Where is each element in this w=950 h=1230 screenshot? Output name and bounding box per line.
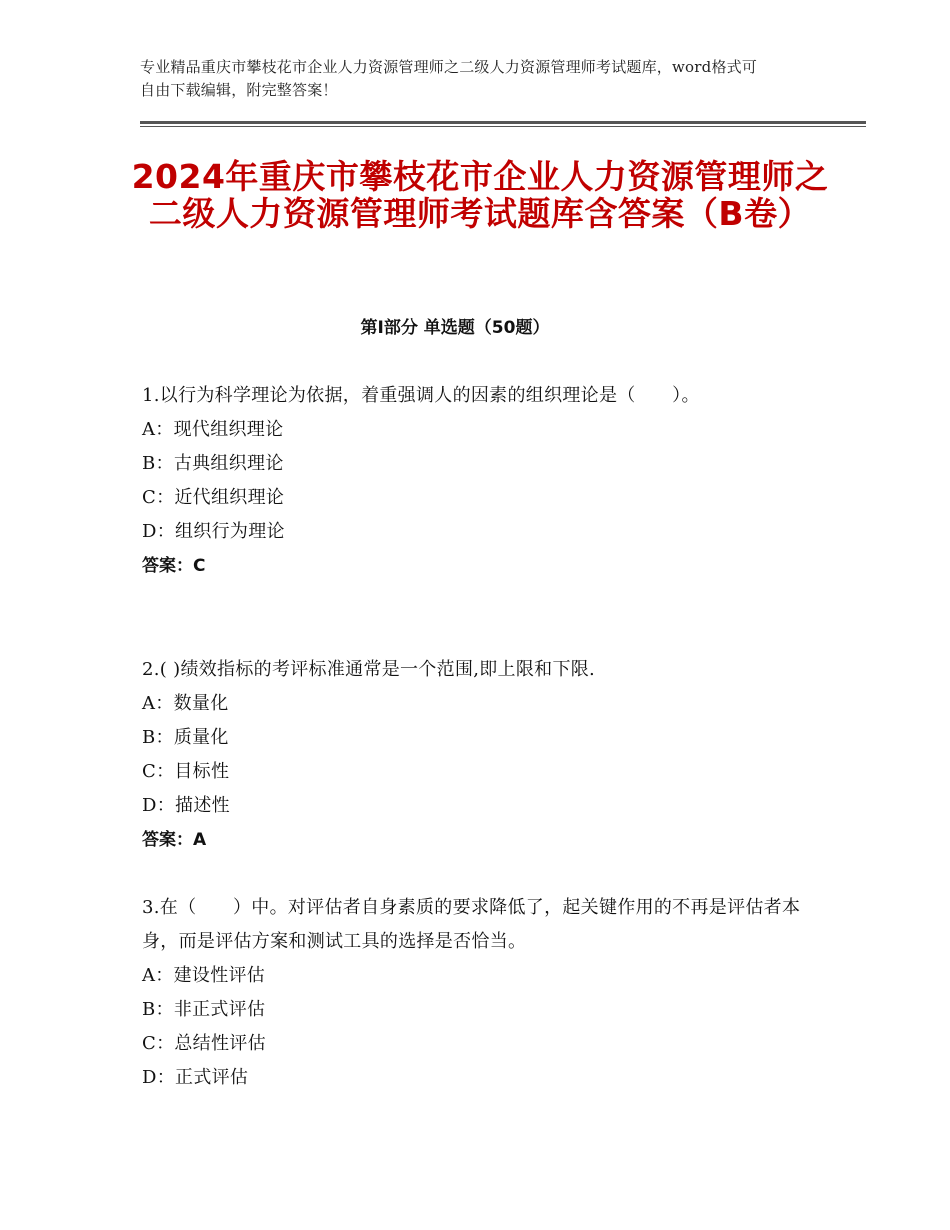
section-heading: 第Ⅰ部分 单选题（50题） (360, 318, 550, 338)
option-c: C：目标性 (142, 761, 230, 782)
option-b: B：古典组织理论 (142, 453, 284, 474)
option-c: C：近代组织理论 (142, 487, 285, 508)
header-divider-thin (140, 126, 866, 127)
answer: 答案：A (142, 830, 207, 850)
question-stem: 2.( )绩效指标的考评标准通常是一个范围,即上限和下限. (142, 659, 596, 680)
document-title: 2024年重庆市攀枝花市企业人力资源管理师之二级人力资源管理师考试题库含答案（B卷） (131, 157, 829, 233)
option-a: A：现代组织理论 (142, 419, 284, 440)
question-3 (142, 891, 802, 1095)
header-note: 专业精品重庆市攀枝花市企业人力资源管理师之二级人力资源管理师考试题库，word格式可自由下载编辑，附完整答案！ (140, 58, 758, 99)
header-divider (140, 121, 866, 124)
option-d: D：描述性 (142, 795, 230, 816)
question-1 (142, 379, 802, 583)
question-2 (142, 653, 802, 857)
option-d: D：组织行为理论 (142, 521, 285, 542)
option-b: B：非正式评估 (142, 999, 266, 1020)
option-a: A：建设性评估 (142, 965, 266, 986)
answer: 答案：C (142, 556, 206, 576)
question-stem: 1.以行为科学理论为依据，着重强调人的因素的组织理论是（ ）。 (142, 385, 700, 406)
option-b: B：质量化 (142, 727, 229, 748)
option-a: A：数量化 (142, 693, 229, 714)
option-c: C：总结性评估 (142, 1033, 266, 1054)
option-d: D：正式评估 (142, 1067, 249, 1088)
question-stem: 3.在（ ）中。对评估者自身素质的要求降低了，起关键作用的不再是评估者本身，而是评估方案和测试工具的选择是否恰当。 (142, 897, 801, 952)
